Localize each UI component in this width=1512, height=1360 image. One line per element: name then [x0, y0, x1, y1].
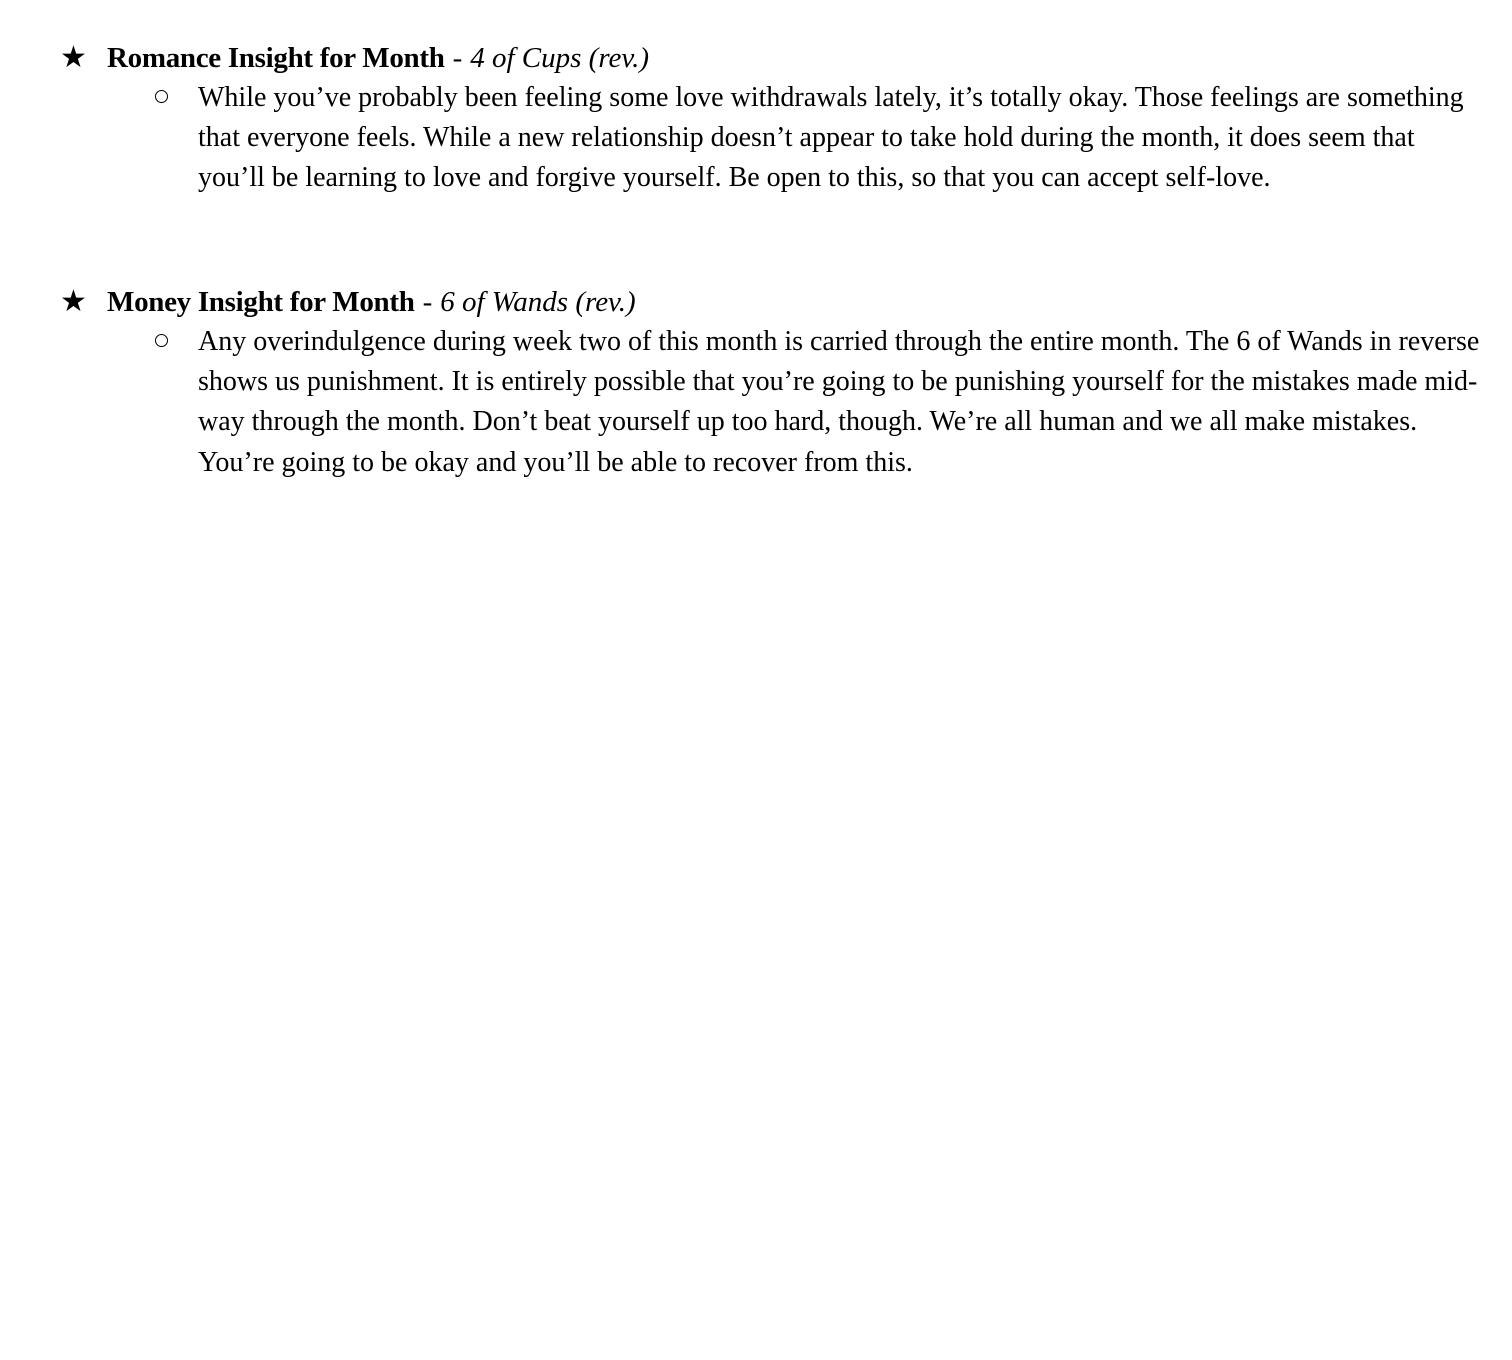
- romance-insight-item: [60, 78, 1490, 199]
- money-card-name: 6 of Wands (rev.): [440, 286, 636, 318]
- money-insight-section: [60, 282, 1490, 483]
- romance-insight-text: While you’ve probably been feeling some love withdrawals lately, it’s totally okay. Those feelings are something that everyone feels. While a new relationship doesn’t appear to take hold during the month, it does seem that you’ll be learning to love and forgive yourself. Be open to this, so that you can accept self-love.: [198, 82, 1464, 194]
- star-bullet-icon: ★: [60, 41, 87, 74]
- heading-separator: -: [422, 286, 433, 318]
- money-insight-heading: [60, 282, 1490, 322]
- hollow-circle-bullet-icon: [155, 334, 168, 347]
- money-insight-title: Money Insight for Month: [107, 286, 415, 318]
- romance-insight-heading: [60, 38, 1490, 78]
- money-insight-item: [60, 322, 1490, 483]
- romance-insight-section: [60, 38, 1490, 199]
- romance-insight-title: Romance Insight for Month: [107, 42, 445, 74]
- heading-separator: -: [452, 42, 463, 74]
- romance-card-name: 4 of Cups (rev.): [470, 42, 650, 74]
- hollow-circle-bullet-icon: [155, 90, 168, 103]
- star-bullet-icon: ★: [60, 285, 87, 318]
- money-insight-text: Any overindulgence during week two of this month is carried through the entire month. The 6 of Wands in reverse shows us punishment. It is entirely possible that you’re going to be punishing yourself for the mistakes made mid-way through the month. Don’t beat yourself up too hard, though. We’re all human and we all make mistakes. You’re going to be okay and you’ll be able to recover from this.: [198, 326, 1480, 478]
